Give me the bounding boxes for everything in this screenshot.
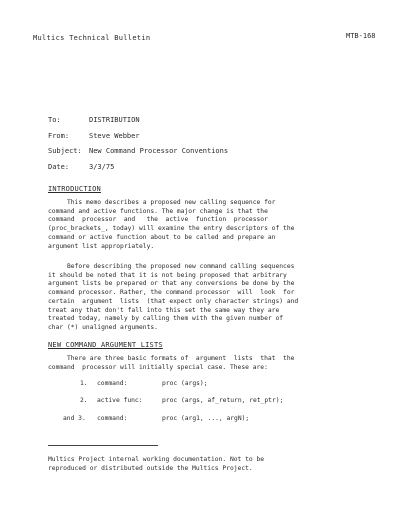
memo-from-row [48,132,140,140]
footer-notice: Multics Project internal working documentation. Not to be reproduced or distributed outside the Multics Project. [48,456,265,472]
list-item-2-signature: proc (args, af_return, ret_ptr); [162,397,284,404]
new-argument-lists-heading: NEW COMMAND ARGUMENT LISTS [48,341,163,349]
from-label: From: [48,132,70,140]
list-item-1-signature: proc (args); [162,380,208,387]
list-item-2-number: 2. [80,397,88,404]
introduction-paragraph-1: This memo describes a proposed new calling sequence for command and active functions. The major change is that the command processor and the active function processor (proc_brackets_, today) will examine the entry descriptors of the command or active function about to be called and prepare an argument list appropriately. [48,199,295,250]
to-label: To: [48,116,61,124]
list-item-3-signature: proc (arg1, ..., argN); [162,415,250,422]
subject-label: Subject: [48,147,82,155]
memo-to-row [48,116,140,124]
list-item-3-number: and 3. [63,415,86,422]
introduction-heading: INTRODUCTION [48,185,101,193]
list-item-1-name: command: [97,380,128,387]
memo-date-row [48,163,114,171]
new-argument-lists-paragraph: There are three basic formats of argument lists that the command processor will initially special case. These are: [48,355,295,371]
list-item-3-name: command: [97,415,128,422]
subject-value: New Command Processor Conventions [89,147,229,155]
bulletin-title: Multics Technical Bulletin [33,34,151,42]
list-item-2-name: active func: [97,397,143,404]
date-value: 3/3/75 [89,163,115,171]
introduction-paragraph-2: Before describing the proposed new command calling sequences it should be noted that it is not being proposed that arbitrary argument lists be prepared or that any conversions be done by the command processor. Rather, the command processor will look for certain argument lists (that expect only character strings) and treat any that don't fall into this set the same way they are treated today, namely by calling them with the given number of char (*) unaligned arguments. [48,263,299,331]
list-item-1-number: 1. [80,380,88,387]
from-value: Steve Webber [89,132,140,140]
date-label: Date: [48,163,70,171]
footnote-rule [48,445,158,446]
bulletin-number: MTB-168 [346,32,376,40]
memo-subject-row [48,147,228,155]
to-value: DISTRIBUTION [89,116,140,124]
